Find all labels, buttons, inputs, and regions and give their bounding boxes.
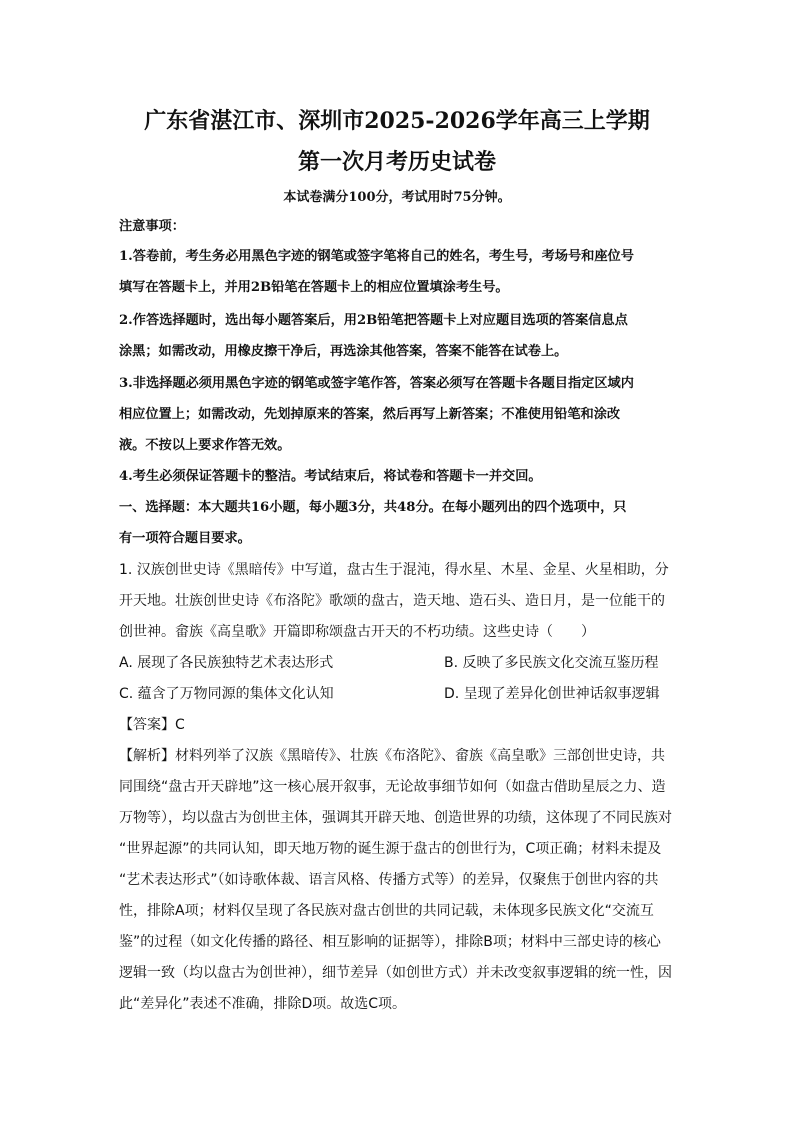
- note-line: 相应位置上；如需改动，先划掉原来的答案，然后再写上新答案；不准使用铅笔和涂改: [119, 407, 621, 422]
- question-text: 创世神。畲族《高皇歌》开篇即称颂盘古开天的不朽功绩。这些史诗（ ）: [119, 624, 595, 640]
- answer: 【答案】C: [119, 717, 185, 733]
- note-line: 液。不按以上要求作答无效。: [119, 438, 291, 453]
- analysis-line: 此“差异化”表述不准确，排除D项。故选C项。: [119, 996, 407, 1012]
- note-line: 4.考生必须保证答题卡的整洁。考试结束后，将试卷和答题卡一并交回。: [119, 469, 542, 484]
- option-a: A. 展现了各民族独特艺术表达形式: [119, 655, 334, 671]
- note-line: 3.非选择题必须用黑色字迹的钢笔或签字笔作答，答案必须写在答题卡各题目指定区域内: [119, 376, 634, 391]
- analysis-line: 性，排除A项；材料仅呈现了各民族对盘古创世的共同记载，未体现多民族文化“交流互: [119, 903, 654, 919]
- exam-title-line2: 第一次月考历史试卷: [297, 149, 496, 175]
- option-c: C. 蕴含了万物同源的集体文化认知: [119, 686, 334, 702]
- exam-title-line1: 广东省湛江市、深圳市2025-2026学年高三上学期: [144, 108, 650, 134]
- note-line: 1.答卷前，考生务必用黑色字迹的钢笔或签字笔将自己的姓名，考生号，考场号和座位号: [119, 249, 634, 264]
- option-b: B. 反映了多民族文化交流互鉴历程: [444, 655, 659, 671]
- note-line: 涂黑；如需改动，用橡皮擦干净后，再选涂其他答案，答案不能答在试卷上。: [119, 344, 568, 359]
- analysis-line: “艺术表达形式”（如诗歌体裁、语言风格、传播方式等）的差异，仅聚焦于创世内容的共: [119, 872, 659, 888]
- question-text: 开天地。壮族创世史诗《布洛陀》歌颂的盘古，造天地、造石头、造日月，是一位能干的: [119, 593, 665, 609]
- analysis-line: 万物等），均以盘古为创世主体，强调其开辟天地、创造世界的功绩，这体现了不同民族对: [119, 810, 672, 826]
- analysis-line: 鉴”的过程（如文化传播的路径、相互影响的证据等），排除B项；材料中三部史诗的核心: [119, 934, 661, 950]
- analysis-line: 同围绕“盘古开天辟地”这一核心展开叙事，无论故事细节如何（如盘古借助星辰之力、造: [119, 779, 666, 795]
- analysis-line: 逻辑一致（均以盘古为创世神），细节差异（如创世方式）并未改变叙事逻辑的统一性，因: [119, 965, 672, 981]
- note-line: 填写在答题卡上，并用2B铅笔在答题卡上的相应位置填涂考生号。: [119, 280, 509, 295]
- section-heading: 有一项符合题目要求。: [119, 531, 251, 546]
- notes-heading: 注意事项：: [119, 219, 185, 234]
- exam-subtitle: 本试卷满分100分，考试用时75分钟。: [283, 190, 511, 205]
- section-heading: 一、选择题：本大题共16小题，每小题3分，共48分。在每小题列出的四个选项中，只: [119, 500, 627, 515]
- note-line: 2.作答选择题时，选出每小题答案后，用2B铅笔把答题卡上对应题目选项的答案信息点: [119, 313, 628, 328]
- analysis-line: 【解析】材料列举了汉族《黑暗传》、壮族《布洛陀》、畲族《高皇歌》三部创世史诗，共: [119, 748, 665, 764]
- analysis-line: “世界起源”的共同认知，即天地万物的诞生源于盘古的创世行为，C项正确；材料未提及: [119, 841, 662, 857]
- question-text: 1. 汉族创世史诗《黑暗传》中写道，盘古生于混沌，得水星、木星、金星、火星相助，分: [119, 562, 669, 578]
- option-d: D. 呈现了差异化创世神话叙事逻辑: [444, 686, 660, 702]
